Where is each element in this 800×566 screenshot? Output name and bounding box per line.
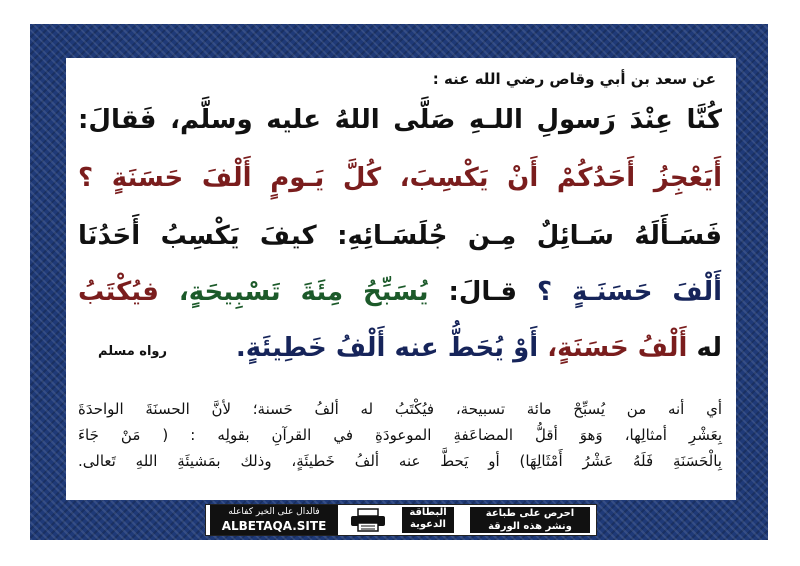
hadith-line-4 [78,274,722,310]
footer-site: ALBETAQA.SITE [221,519,327,533]
footer-note-line-2: ونشر هذه الورقة [488,521,572,532]
footer-note [470,507,590,533]
hadith-line-5-a: له [696,333,722,363]
footer-dua: فالدال على الخير كفاعله [228,507,320,517]
hadith-narrator: رواه مسلم [98,344,167,359]
footer-logo: البطاقة الدعوية [402,507,454,533]
hadith-line-3 [78,218,722,254]
hadith-line-5-b: أَلْفُ حَسَنَةٍ، [547,333,688,363]
hadith-line-4-b: قـالَ: [448,277,518,307]
printer-icon [348,508,388,532]
footer-site-box [210,505,338,535]
explanation-line-3: بِالْحَسَنَةِ فَلَهُ عَشْرُ أَمْثَالِهَا) أو يَحطَّ عنه ألفُ خَطيئَةٍ، وذلك بمَشيئَةِ اللهِ تَعالى. [78,452,722,470]
hadith-line-3-text: فَسَـأَلَهُ سَـائِلٌ مِـن جُلَسَـائِهِ: كيفَ يَكْسِبُ أَحَدُنَا [78,221,722,251]
hadith-line-4-c: يُسَبِّحُ مِئَةَ تَسْبِيحَةٍ، [178,277,429,307]
hadith-intro: عن سعد بن أبي وقاص رضي الله عنه : [432,70,716,88]
hadith-line-4-d: فيُكْتَبُ [78,277,159,307]
hadith-line-4-a: أَلْفَ حَسَنَـةٍ ؟ [537,277,723,307]
hadith-line-2: أَيَعْجِزُ أَحَدُكُمْ أَنْ يَكْسِبَ، كُلَّ يَـومٍ أَلْفَ حَسَنَةٍ ؟ [78,163,722,193]
hadith-line-1: كُنَّا عِنْدَ رَسولِ اللـهِ صَلَّى اللهُ عليه وسلَّم، فَقالَ: [78,105,722,135]
explanation-line-1: أي أنه من يُسبِّحْ مائة تسبيحة، فيُكْتَبُ له ألفُ حَسنة؛ لأنَّ الحسنَةَ الواحدَةَ [78,400,722,418]
footer-note-line-1: احرص على طباعة [485,508,575,519]
explanation-line-2: بِعَشْرِ أمثالِها، وَهوَ أقلُّ المضاعَفةِ الموعودَةِ في القرآنِ بقولِه : ( مَنْ جَاءَ [78,426,722,444]
hadith-line-5-c: أَوْ يُحَطُّ عنه أَلْفُ خَطِيئَةٍ. [235,333,539,363]
footer-banner [205,504,597,536]
hadith-line-5 [202,330,722,366]
